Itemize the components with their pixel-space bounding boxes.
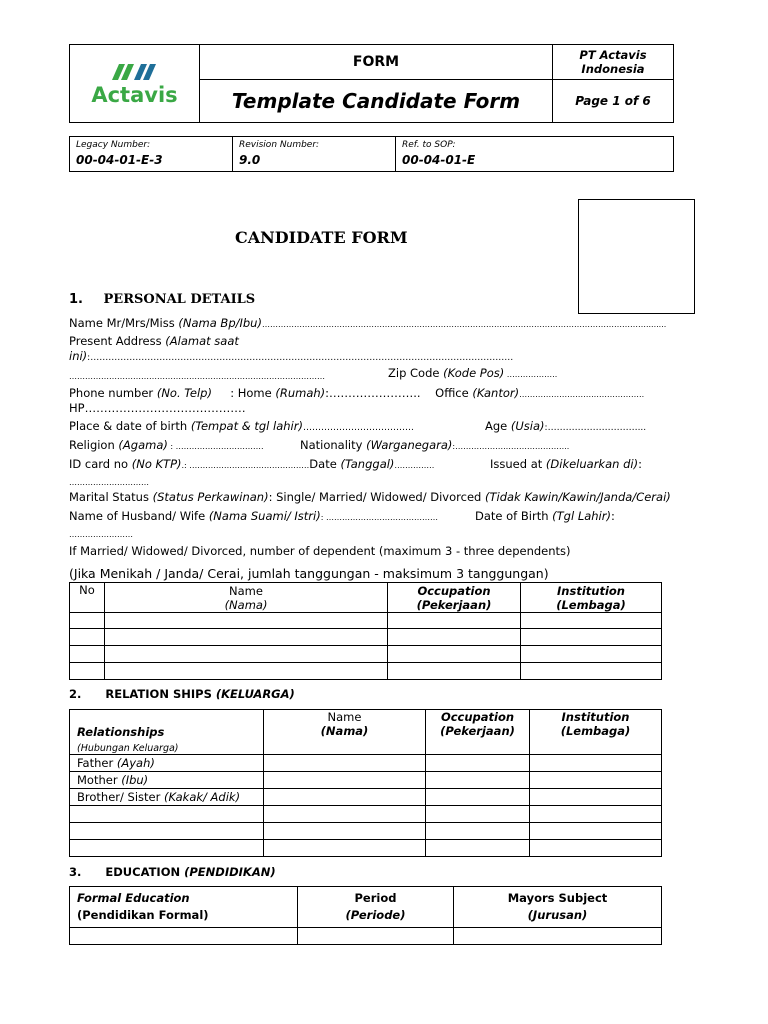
spouse-label-id: (Nama Suami/ Istri)	[208, 509, 321, 523]
address-line-3	[69, 368, 325, 382]
rel-col-institution	[530, 710, 662, 755]
religion-field[interactable]: : ……………………………	[167, 442, 264, 451]
table-row[interactable]	[70, 928, 662, 945]
zip-label: Zip Code	[388, 366, 444, 380]
table-row[interactable]	[70, 646, 662, 663]
header-table	[69, 44, 674, 123]
address-field-2[interactable]: ……………………………………………………………………………………	[69, 372, 325, 381]
table-row[interactable]	[70, 823, 662, 840]
rel-col4-id: (Lembaga)	[560, 724, 631, 738]
page-title: CANDIDATE FORM	[235, 228, 408, 247]
address-label: Present Address	[69, 334, 166, 348]
section3-number: 3.	[69, 865, 82, 879]
id-field[interactable]: .: ………………………………………	[181, 461, 310, 470]
rel-col2-id: (Nama)	[320, 724, 369, 738]
relationship-table	[69, 709, 662, 857]
rel-row-father: Father	[77, 756, 117, 770]
nationality-line	[300, 438, 569, 452]
edu-col1-id: (Pendidikan Formal)	[77, 908, 209, 922]
issued-label-id: (Dikeluarkan di)	[545, 457, 639, 471]
date-field[interactable]: ……………	[394, 461, 435, 470]
spouse-dob-label: Date of Birth	[475, 509, 553, 523]
date-label: Date	[309, 457, 341, 471]
phone-label-id: (No. Telp)	[156, 386, 212, 400]
table-row[interactable]	[70, 663, 662, 680]
age-field[interactable]: :…………………………...	[544, 423, 647, 433]
col-no: No	[70, 583, 105, 613]
edu-col2-id: (Periode)	[345, 908, 406, 922]
office-field[interactable]: ……………………….……………….	[519, 390, 645, 399]
form-label: FORM	[200, 45, 553, 80]
rel-row-mother-id: (Ibu)	[121, 773, 149, 787]
dependent-id: (Jika Menikah / Janda/ Cerai, jumlah tanggungan - maksimum 3 tanggungan)	[69, 566, 549, 581]
address-label-id-2: ini)	[69, 349, 88, 363]
rel-row-sibling: Brother/ Sister	[77, 790, 164, 804]
office-label: Office	[420, 386, 473, 400]
logo-text: Actavis	[91, 82, 178, 107]
doc-template-title: Template Candidate Form	[200, 80, 553, 123]
birth-line	[69, 419, 414, 433]
rel-col-relationship	[70, 710, 264, 755]
table-row[interactable]	[70, 755, 662, 772]
hp-line	[69, 401, 246, 415]
marital-label-id: (Status Perkawinan)	[152, 490, 269, 504]
table-row[interactable]	[70, 806, 662, 823]
sop-cell	[396, 137, 674, 172]
col-occupation-id: (Pekerjaan)	[416, 597, 492, 612]
age-line	[485, 419, 646, 433]
section2-heading	[69, 687, 295, 701]
rel-col2-en: Name	[327, 710, 362, 724]
name-label: Name Mr/Mrs/Miss	[69, 316, 179, 330]
issued-colon: :	[638, 457, 642, 471]
name-line	[69, 316, 666, 330]
revision-label: Revision Number:	[239, 140, 320, 150]
col-name-id: (Nama)	[224, 597, 268, 612]
age-label-id: (Usia)	[510, 419, 545, 433]
spouse-dob-field[interactable]: ……………………	[69, 530, 133, 539]
rel-row-sibling-id: (Kakak/ Adik)	[164, 790, 241, 804]
marital-options-id: (Tidak Kawin/Kawin/Janda/Cerai)	[484, 490, 671, 504]
col-institution-id: (Lembaga)	[556, 597, 626, 612]
office-label-id: (Kantor)	[472, 386, 520, 400]
nationality-field[interactable]: :……………….…………………...	[452, 442, 570, 451]
edu-col3-id: (Jurusan)	[527, 908, 588, 922]
hp-field[interactable]: HP……………………………………	[69, 401, 246, 415]
col-institution	[521, 583, 662, 613]
education-table	[69, 886, 662, 945]
revision-cell	[233, 137, 396, 172]
address-label-id: (Alamat saat	[165, 334, 239, 348]
education-header-row	[70, 887, 662, 928]
id-label-id: (No KTP)	[131, 457, 182, 471]
edu-col3-en: Mayors Subject	[507, 891, 608, 905]
table-row[interactable]	[70, 613, 662, 629]
age-label: Age	[485, 419, 511, 433]
table-row[interactable]	[70, 772, 662, 789]
photo-box	[578, 199, 695, 314]
rel-col-occupation	[426, 710, 530, 755]
spouse-label: Name of Husband/ Wife	[69, 509, 209, 523]
section1-number: 1.	[69, 292, 83, 307]
phone-line	[69, 386, 644, 400]
rel-col3-id: (Pekerjaan)	[440, 724, 515, 738]
rel-row-mother: Mother	[77, 773, 122, 787]
company-name: PT Actavis Indonesia	[553, 45, 674, 80]
col-occupation-en: Occupation	[417, 583, 491, 598]
edu-col2-en: Period	[354, 891, 397, 905]
rel-col-name	[264, 710, 426, 755]
edu-col1-en: Formal Education	[77, 891, 190, 905]
issued-line-2	[69, 474, 149, 488]
table-row[interactable]	[70, 789, 662, 806]
home-field[interactable]: :….………………..	[325, 386, 421, 400]
spouse-dob-label-id: (Tgl Lahir)	[552, 509, 611, 523]
issued-line	[490, 457, 642, 471]
legacy-label: Legacy Number:	[76, 140, 151, 150]
logo-cell	[70, 45, 200, 123]
dependent-table	[69, 582, 662, 680]
section3-title-id: (PENDIDIKAN)	[184, 865, 276, 879]
col-occupation	[388, 583, 521, 613]
name-field[interactable]: ………………………………………………………………………………………………………………………………........	[261, 320, 667, 329]
legacy-value: 00-04-01-E-3	[76, 153, 163, 167]
actavis-logo-icon	[112, 62, 158, 80]
zip-label-id: (Kode Pos)	[443, 366, 505, 380]
edu-col-period	[298, 887, 454, 928]
rel-row-father-id: (Ayah)	[116, 756, 155, 770]
marital-label: Marital Status	[69, 490, 153, 504]
legacy-cell	[70, 137, 233, 172]
spouse-dob-line-2	[69, 526, 133, 540]
dependent-header-row	[70, 583, 662, 613]
table-row[interactable]	[70, 629, 662, 646]
table-row[interactable]	[70, 840, 662, 857]
rel-col1-en: Relationships	[77, 725, 165, 739]
religion-label: Religion	[69, 438, 119, 452]
issued-field[interactable]: …………………………	[69, 478, 149, 487]
sop-value: 00-04-01-E	[402, 153, 476, 167]
section2-number: 2.	[69, 687, 82, 701]
section2-title-id: (KELUARGA)	[215, 687, 295, 701]
address-line-2	[69, 349, 513, 363]
section2-title: RELATION SHIPS	[105, 687, 216, 701]
rel-col1-id: (Hubungan Keluarga)	[77, 743, 179, 754]
address-field[interactable]: :……………………………………………………………………………………………………………………………	[87, 353, 514, 363]
meta-table	[69, 136, 674, 172]
phone-label: Phone number	[69, 386, 157, 400]
sop-label: Ref. to SOP:	[402, 140, 456, 150]
section3-title: EDUCATION	[105, 865, 185, 879]
zip-field[interactable]: ……………….	[504, 370, 558, 379]
marital-line	[69, 490, 671, 504]
pob-label-id: (Tempat & tgl lahir)	[190, 419, 303, 433]
address-line	[69, 334, 239, 348]
marital-options[interactable]: : Single/ Married/ Widowed/ Divorced	[268, 490, 485, 504]
col-institution-en: Institution	[557, 583, 625, 598]
home-label: : Home	[211, 386, 276, 400]
spouse-line	[69, 509, 438, 523]
revision-value: 9.0	[239, 153, 261, 167]
id-label: ID card no	[69, 457, 132, 471]
relationship-header-row	[70, 710, 662, 755]
dependent-en: If Married/ Widowed/ Divorced, number of dependent (maximum 3 - three dependents)	[69, 544, 571, 558]
spouse-dob-colon: :	[610, 509, 615, 523]
section3-heading	[69, 865, 276, 879]
section1-heading	[69, 292, 255, 307]
page-number: Page 1 of 6	[553, 80, 674, 123]
col-name	[105, 583, 388, 613]
pob-field[interactable]: ……………………………….	[302, 423, 414, 433]
id-line	[69, 457, 434, 471]
zip-line	[388, 366, 557, 380]
section1-title: PERSONAL DETAILS	[103, 292, 256, 307]
edu-col-formal	[70, 887, 298, 928]
religion-label-id: (Agama)	[118, 438, 168, 452]
pob-label: Place & date of birth	[69, 419, 191, 433]
nationality-label: Nationality	[300, 438, 367, 452]
col-name-en: Name	[229, 583, 263, 598]
home-label-id: (Rumah)	[275, 386, 326, 400]
spouse-field[interactable]: : ……………………………………	[320, 513, 438, 522]
rel-col3-en: Occupation	[440, 710, 515, 724]
name-label-id: (Nama Bp/Ibu)	[178, 316, 262, 330]
edu-col-subject	[454, 887, 662, 928]
nationality-label-id: (Warganegara)	[366, 438, 453, 452]
issued-label: Issued at	[490, 457, 546, 471]
rel-col4-en: Institution	[561, 710, 630, 724]
religion-line	[69, 438, 264, 452]
date-label-id: (Tanggal)	[340, 457, 395, 471]
spouse-dob-line	[475, 509, 615, 523]
